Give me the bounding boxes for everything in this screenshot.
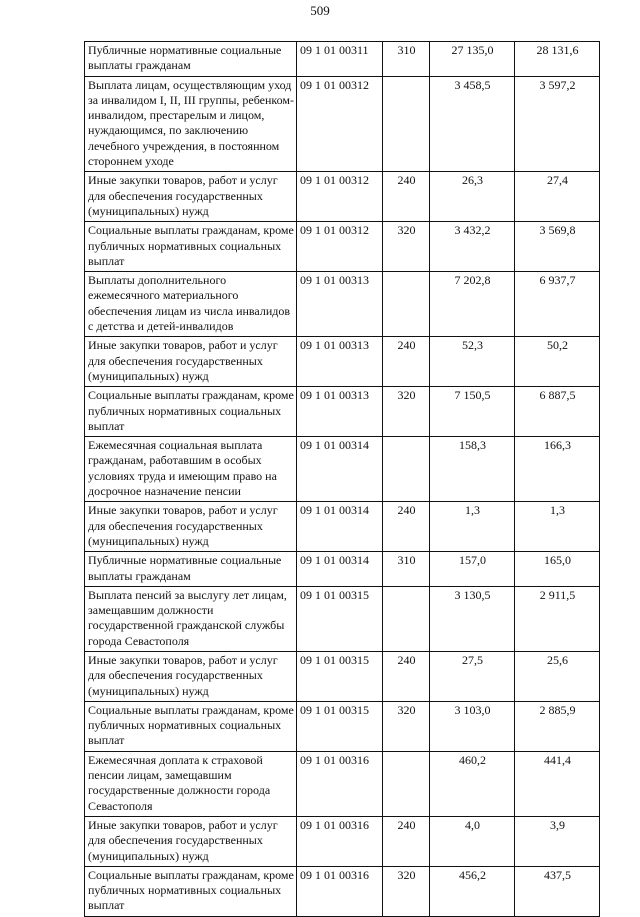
row-amount-year2-cell: 50,2 xyxy=(515,337,600,387)
row-amount-year1-cell: 3 458,5 xyxy=(430,76,515,172)
table-row xyxy=(85,586,600,651)
row-amount-year2-cell: 165,0 xyxy=(515,552,600,587)
row-expense-type-cell: 310 xyxy=(383,552,430,587)
row-amount-year2-cell: 3 569,8 xyxy=(515,222,600,272)
row-code-cell: 09 1 01 00313 xyxy=(297,387,383,437)
row-name-cell: Социальные выплаты гражданам, кроме публичных нормативных социальных выплат xyxy=(85,222,297,272)
row-code-cell: 09 1 01 00314 xyxy=(297,502,383,552)
row-amount-year2-cell: 6 937,7 xyxy=(515,272,600,337)
row-name-cell: Иные закупки товаров, работ и услуг для обеспечения государственных (муниципальных) нужд xyxy=(85,651,297,701)
table-row xyxy=(85,552,600,587)
table-row xyxy=(85,76,600,172)
row-code-cell: 09 1 01 00315 xyxy=(297,651,383,701)
row-name-cell: Социальные выплаты гражданам, кроме публичных нормативных социальных выплат xyxy=(85,866,297,916)
row-code-cell: 09 1 01 00315 xyxy=(297,586,383,651)
row-amount-year1-cell: 3 103,0 xyxy=(430,701,515,751)
row-amount-year1-cell: 7 202,8 xyxy=(430,272,515,337)
row-name-cell: Публичные нормативные социальные выплаты гражданам xyxy=(85,42,297,77)
row-expense-type-cell: 320 xyxy=(383,387,430,437)
row-code-cell: 09 1 01 00311 xyxy=(297,42,383,77)
row-amount-year2-cell: 28 131,6 xyxy=(515,42,600,77)
row-code-cell: 09 1 01 00312 xyxy=(297,222,383,272)
row-expense-type-cell xyxy=(383,272,430,337)
row-expense-type-cell xyxy=(383,437,430,502)
row-expense-type-cell xyxy=(383,751,430,816)
row-code-cell: 09 1 01 00312 xyxy=(297,76,383,172)
row-code-cell: 09 1 01 00316 xyxy=(297,751,383,816)
row-amount-year2-cell: 3,9 xyxy=(515,816,600,866)
row-amount-year2-cell: 27,4 xyxy=(515,172,600,222)
row-expense-type-cell: 240 xyxy=(383,172,430,222)
row-amount-year1-cell: 26,3 xyxy=(430,172,515,222)
row-amount-year1-cell: 3 130,5 xyxy=(430,586,515,651)
row-amount-year1-cell: 1,3 xyxy=(430,502,515,552)
table-row xyxy=(85,866,600,916)
row-name-cell: Иные закупки товаров, работ и услуг для обеспечения государственных (муниципальных) нужд xyxy=(85,816,297,866)
row-amount-year2-cell: 2 911,5 xyxy=(515,586,600,651)
row-name-cell: Ежемесячная доплата к страховой пенсии лицам, замещавшим государственные должности города Севастополя xyxy=(85,751,297,816)
row-expense-type-cell xyxy=(383,586,430,651)
row-amount-year1-cell: 460,2 xyxy=(430,751,515,816)
row-expense-type-cell: 320 xyxy=(383,866,430,916)
row-amount-year2-cell: 2 885,9 xyxy=(515,701,600,751)
row-amount-year2-cell: 25,6 xyxy=(515,651,600,701)
row-expense-type-cell: 320 xyxy=(383,701,430,751)
row-amount-year1-cell: 3 432,2 xyxy=(430,222,515,272)
row-amount-year2-cell: 1,3 xyxy=(515,502,600,552)
table-row xyxy=(85,337,600,387)
row-expense-type-cell xyxy=(383,76,430,172)
budget-table-body xyxy=(85,42,600,917)
row-amount-year1-cell: 27 135,0 xyxy=(430,42,515,77)
row-name-cell: Иные закупки товаров, работ и услуг для обеспечения государственных (муниципальных) нужд xyxy=(85,502,297,552)
row-code-cell: 09 1 01 00314 xyxy=(297,552,383,587)
table-row xyxy=(85,172,600,222)
budget-table xyxy=(84,41,600,917)
row-amount-year1-cell: 4,0 xyxy=(430,816,515,866)
table-row xyxy=(85,272,600,337)
row-expense-type-cell: 310 xyxy=(383,42,430,77)
table-row xyxy=(85,502,600,552)
row-expense-type-cell: 320 xyxy=(383,222,430,272)
row-name-cell: Выплата лицам, осуществляющим уход за инвалидом I, II, III группы, ребенком-инвалидом, престарелым и лицом, нуждающимся, по заключению лечебного учреждения, в постоянном стороннем уходе xyxy=(85,76,297,172)
row-amount-year1-cell: 157,0 xyxy=(430,552,515,587)
row-expense-type-cell: 240 xyxy=(383,816,430,866)
row-expense-type-cell: 240 xyxy=(383,651,430,701)
row-code-cell: 09 1 01 00316 xyxy=(297,866,383,916)
row-name-cell: Выплаты дополнительного ежемесячного материального обеспечения лицам из числа инвалидов с детства и детей-инвалидов xyxy=(85,272,297,337)
row-amount-year2-cell: 6 887,5 xyxy=(515,387,600,437)
row-name-cell: Иные закупки товаров, работ и услуг для обеспечения государственных (муниципальных) нужд xyxy=(85,337,297,387)
row-code-cell: 09 1 01 00313 xyxy=(297,272,383,337)
row-code-cell: 09 1 01 00315 xyxy=(297,701,383,751)
row-amount-year1-cell: 456,2 xyxy=(430,866,515,916)
row-name-cell: Ежемесячная социальная выплата гражданам, работавшим в особых условиях труда и имеющим право на досрочное назначение пенсии xyxy=(85,437,297,502)
table-row xyxy=(85,751,600,816)
row-code-cell: 09 1 01 00312 xyxy=(297,172,383,222)
row-name-cell: Публичные нормативные социальные выплаты гражданам xyxy=(85,552,297,587)
row-amount-year2-cell: 3 597,2 xyxy=(515,76,600,172)
table-row xyxy=(85,42,600,77)
table-row xyxy=(85,437,600,502)
row-expense-type-cell: 240 xyxy=(383,337,430,387)
row-amount-year2-cell: 441,4 xyxy=(515,751,600,816)
row-code-cell: 09 1 01 00314 xyxy=(297,437,383,502)
table-row xyxy=(85,701,600,751)
table-row xyxy=(85,816,600,866)
row-code-cell: 09 1 01 00316 xyxy=(297,816,383,866)
row-expense-type-cell: 240 xyxy=(383,502,430,552)
row-amount-year2-cell: 437,5 xyxy=(515,866,600,916)
row-amount-year1-cell: 52,3 xyxy=(430,337,515,387)
row-amount-year1-cell: 27,5 xyxy=(430,651,515,701)
row-name-cell: Выплата пенсий за выслугу лет лицам, замещавшим должности государственной гражданской службы города Севастополя xyxy=(85,586,297,651)
table-row xyxy=(85,651,600,701)
row-name-cell: Социальные выплаты гражданам, кроме публичных нормативных социальных выплат xyxy=(85,387,297,437)
row-name-cell: Социальные выплаты гражданам, кроме публичных нормативных социальных выплат xyxy=(85,701,297,751)
page-number: 509 xyxy=(310,3,330,18)
table-row xyxy=(85,222,600,272)
table-row xyxy=(85,387,600,437)
row-name-cell: Иные закупки товаров, работ и услуг для обеспечения государственных (муниципальных) нужд xyxy=(85,172,297,222)
row-amount-year1-cell: 158,3 xyxy=(430,437,515,502)
row-amount-year1-cell: 7 150,5 xyxy=(430,387,515,437)
row-amount-year2-cell: 166,3 xyxy=(515,437,600,502)
row-code-cell: 09 1 01 00313 xyxy=(297,337,383,387)
